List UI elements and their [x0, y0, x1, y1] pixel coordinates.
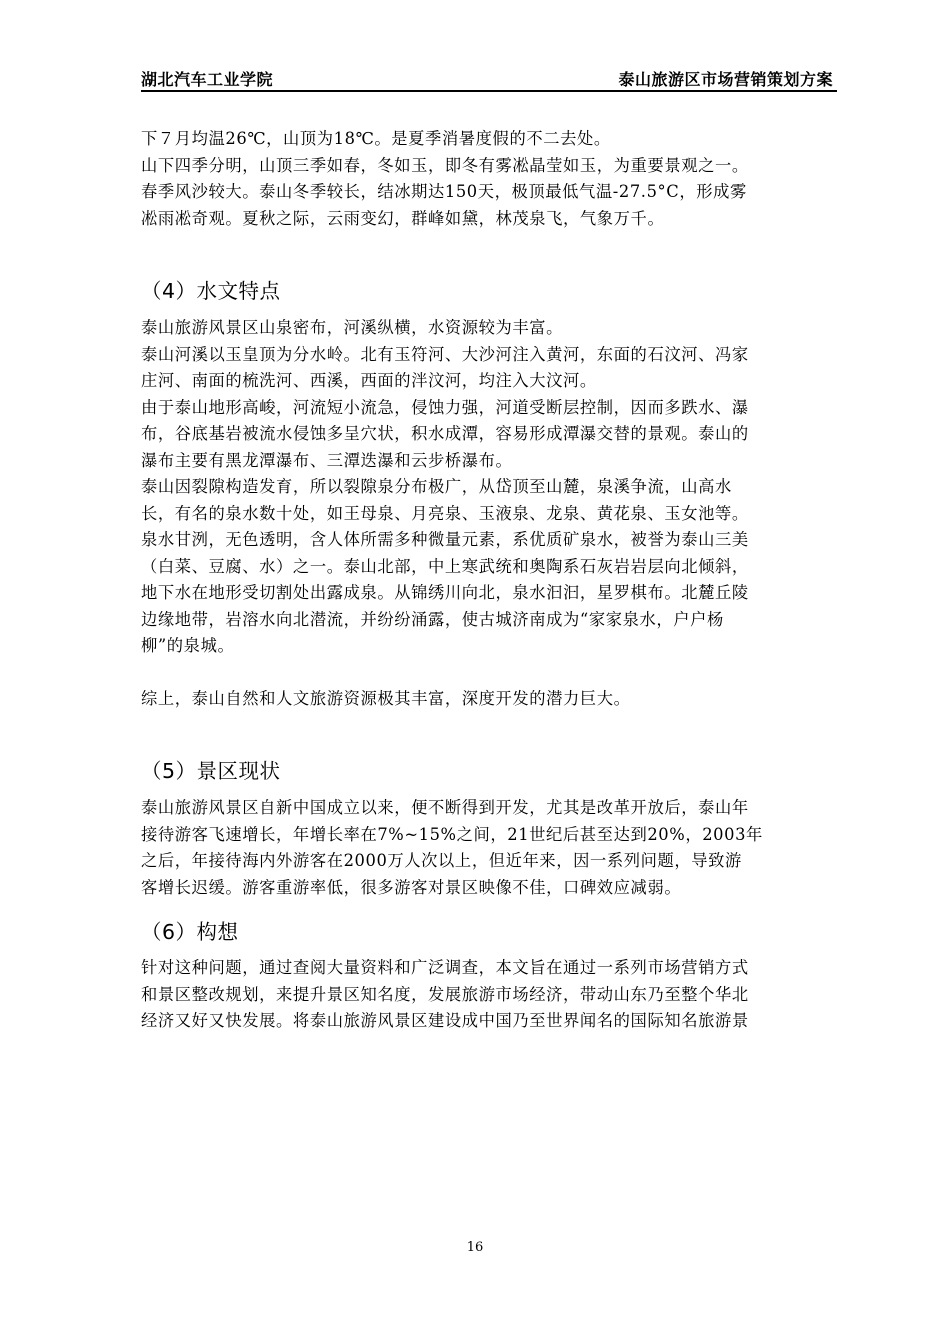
hydrology-line: 泰山旅游风景区山泉密布，河溪纵横，水资源较为丰富。 [141, 318, 564, 337]
header-institution: 湖北汽车工业学院 [141, 70, 274, 89]
hydrology-line: 布，谷底基岩被流水侵蚀多呈穴状，积水成潭，容易形成潭瀑交替的景观。泰山的 [141, 424, 749, 443]
section-heading-hydrology: （4）水文特点 [141, 279, 281, 303]
concept-line: 经济又好又快发展。将泰山旅游风景区建设成中国乃至世界闻名的国际知名旅游景 [141, 1011, 749, 1030]
intro-line: 凇雨凇奇观。夏秋之际，云雨变幻，群峰如黛，林茂泉飞，气象万千。 [141, 208, 665, 228]
concept-line: 和景区整改规划，来提升景区知名度，发展旅游市场经济，带动山东乃至整个华北 [141, 984, 749, 1004]
intro-line: 春季风沙较大。泰山冬季较长，结冰期达150天，极顶最低气温-27.5°C，形成雾 [141, 182, 747, 201]
status-line: 之后，年接待海内外游客在2000万人次以上，但近年来，因一系列问题，导致游 [141, 851, 742, 870]
page-number: 16 [466, 1240, 484, 1255]
hydrology-line: 地下水在地形受切割处出露成泉。从锦绣川向北，泉水汩汩，星罗棋布。北麓丘陵 [141, 583, 749, 602]
header-document-title: 泰山旅游区市场营销策划方案 [618, 70, 833, 89]
hydrology-line: 长，有名的泉水数十处，如王母泉、月亮泉、玉液泉、龙泉、黄花泉、玉女池等。 [141, 503, 749, 523]
hydrology-line: 泰山因裂隙构造发育，所以裂隙泉分布极广，从岱顶至山麓，泉溪争流，山高水 [141, 477, 732, 496]
section-heading-status: （5）景区现状 [141, 759, 281, 783]
section-heading-concept: （6）构想 [141, 920, 239, 944]
concept-line: 针对这种问题，通过查阅大量资料和广泛调查，本文旨在通过一系列市场营销方式 [141, 958, 749, 977]
intro-line: 山下四季分明，山顶三季如春，冬如玉，即冬有雾凇晶莹如玉，为重要景观之一。 [141, 155, 749, 175]
status-line: 泰山旅游风景区自新中国成立以来，便不断得到开发，尤其是改革开放后，泰山年 [141, 798, 749, 817]
status-line: 客增长迟缓。游客重游率低，很多游客对景区映像不佳，口碑效应减弱。 [141, 877, 682, 897]
hydrology-line: （白菜、豆腐、水）之一。泰山北部，中上寒武统和奥陶系石灰岩岩层向北倾斜， [141, 556, 749, 576]
status-line: 接待游客飞速增长，年增长率在7%~15%之间，21世纪后甚至达到20%，2003年 [141, 824, 763, 844]
summary-line: 综上，泰山自然和人文旅游资源极其丰富，深度开发的潜力巨大。 [141, 688, 631, 708]
hydrology-line: 泰山河溪以玉皇顶为分水岭。北有玉符河、大沙河注入黄河，东面的石汶河、冯家 [141, 344, 749, 364]
hydrology-line: 由于泰山地形高峻，河流短小流急，侵蚀力强，河道受断层控制，因而多跌水、瀑 [141, 397, 749, 417]
page-body [141, 126, 837, 1035]
hydrology-line: 瀑布主要有黑龙潭瀑布、三潭迭瀑和云步桥瀑布。 [141, 450, 513, 470]
intro-line: 下７月均温26℃，山顶为18℃。是夏季消暑度假的不二去处。 [141, 129, 611, 148]
hydrology-line: 边缘地带，岩溶水向北潜流，并纷纷涌露，使古城济南成为“家家泉水，户户杨 [141, 609, 724, 629]
hydrology-line: 柳”的泉城。 [141, 636, 235, 655]
page-header [141, 64, 837, 92]
hydrology-line: 泉水甘洌，无色透明，含人体所需多种微量元素，系优质矿泉水，被誉为泰山三美 [141, 530, 749, 549]
hydrology-line: 庄河、南面的梳洗河、西溪，西面的泮汶河，均注入大汶河。 [141, 371, 597, 390]
